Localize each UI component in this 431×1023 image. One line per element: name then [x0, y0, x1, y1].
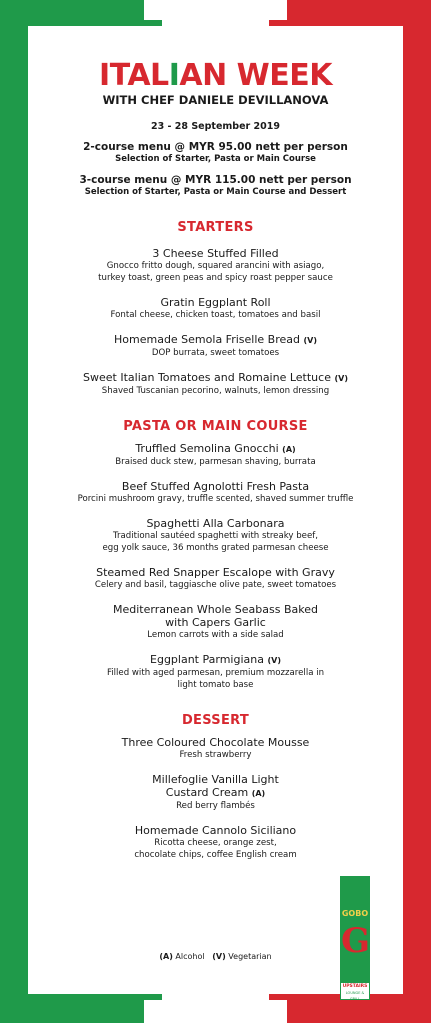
item-desc: Fontal cheese, chicken toast, tomatoes and basil	[110, 310, 321, 320]
item-name: Spaghetti Alla Carbonara	[146, 517, 285, 530]
item-desc: Ricotta cheese, orange zest,	[154, 838, 277, 848]
item-name-line	[34, 442, 397, 456]
item-name-line	[34, 786, 397, 800]
menu-item	[34, 371, 397, 397]
item-desc: Filled with aged parmesan, premium mozzarella in	[106, 668, 325, 678]
menu-item	[34, 247, 397, 284]
alcohol-legend-tag: (A)	[159, 952, 173, 961]
offer-3course-title: 3-course menu @ MYR 115.00 nett per person	[79, 174, 352, 186]
mains-heading: PASTA OR MAIN COURSE	[123, 419, 308, 434]
dessert-heading: DESSERT	[181, 713, 250, 728]
menu-item	[34, 603, 397, 641]
menu-item	[34, 480, 397, 505]
item-desc: Gnocco fritto dough, squared arancini with asiago,	[106, 261, 325, 271]
item-desc: Shaved Tuscanian pecorino, walnuts, lemon dressing	[101, 386, 330, 396]
offer-3course-desc: Selection of Starter, Pasta or Main Course and Dessert	[84, 187, 347, 197]
menu-card	[34, 32, 397, 1001]
item-name: Three Coloured Chocolate Mousse	[121, 736, 310, 749]
item-desc: DOP burrata, sweet tomatoes	[151, 348, 280, 358]
logo-bottom-panel	[341, 983, 369, 999]
menu-content	[34, 32, 397, 861]
alcohol-legend-text: Alcohol	[172, 952, 205, 961]
item-desc: Porcini mushroom gravy, truffle scented, shaved summer truffle	[77, 494, 354, 504]
item-name-line	[34, 653, 397, 667]
title-tower-letter: I	[168, 58, 180, 93]
menu-item	[34, 517, 397, 554]
vegetarian-legend-tag: (V)	[212, 952, 226, 961]
item-name: Millefoglie Vanilla Light	[152, 773, 279, 786]
alcohol-tag: (A)	[251, 789, 266, 798]
item-desc: Fresh strawberry	[179, 750, 252, 760]
item-desc: egg yolk sauce, 36 months grated parmesan cheese	[102, 543, 329, 553]
item-name: Steamed Red Snapper Escalope with Gravy	[96, 566, 335, 579]
item-desc: turkey toast, green peas and spicy roast pepper sauce	[98, 273, 333, 283]
item-desc: chocolate chips, coffee English cream	[134, 850, 297, 860]
item-name: Custard Cream	[165, 786, 252, 799]
item-name: 3 Cheese Stuffed Filled	[152, 247, 279, 260]
vegetarian-tag: (V)	[334, 374, 348, 383]
item-desc: light tomato base	[177, 680, 254, 690]
menu-item	[34, 566, 397, 591]
event-dates: 23 - 28 September 2019	[151, 121, 280, 132]
vegetarian-legend-text: Vegetarian	[225, 952, 272, 961]
gobo-logo	[340, 876, 370, 1000]
starters-heading: STARTERS	[177, 220, 254, 235]
item-name: Sweet Italian Tomatoes and Romaine Lettuce	[83, 371, 335, 384]
logo-letter: G	[341, 921, 371, 961]
item-desc: Lemon carrots with a side salad	[147, 630, 284, 640]
item-name: with Capers Garlic	[165, 616, 266, 629]
item-desc: Celery and basil, taggiasche olive pate, sweet tomatoes	[94, 580, 337, 590]
logo-top-text: GOBO	[341, 909, 369, 918]
menu-item	[34, 824, 397, 861]
logo-lounge-text: LOUNGE & GRILL	[345, 991, 365, 1001]
menu-item	[34, 442, 397, 468]
menu-item	[34, 773, 397, 812]
menu-item	[34, 653, 397, 691]
item-name-line	[34, 333, 397, 347]
item-desc: Braised duck stew, parmesan shaving, burrata	[115, 457, 316, 467]
menu-item	[34, 296, 397, 321]
title-ital: ITAL	[99, 58, 169, 93]
page-title	[34, 60, 397, 92]
alcohol-tag: (A)	[282, 445, 296, 454]
item-name: Eggplant Parmigiana	[150, 653, 268, 666]
item-name: Homemade Cannolo Siciliano	[134, 824, 297, 837]
item-name: Gratin Eggplant Roll	[160, 296, 271, 309]
offer-2course-desc: Selection of Starter, Pasta or Main Course	[115, 154, 316, 164]
item-name: Homemade Semola Friselle Bread	[114, 333, 304, 346]
item-desc: Red berry flambés	[176, 801, 255, 811]
menu-item	[34, 736, 397, 761]
item-name: Truffled Semolina Gnocchi	[135, 442, 283, 455]
item-desc: Traditional sautéed spaghetti with streaky beef,	[112, 531, 319, 541]
item-name: Mediterranean Whole Seabass Baked	[112, 603, 318, 616]
vegetarian-tag: (V)	[267, 656, 281, 665]
item-name-line	[34, 371, 397, 385]
chef-subtitle: WITH CHEF DANIELE DEVILLANOVA	[102, 93, 329, 107]
offer-2course-title: 2-course menu @ MYR 95.00 nett per person	[83, 141, 348, 153]
logo-upstairs-text: UPSTAIRS	[342, 984, 368, 989]
menu-item	[34, 333, 397, 359]
title-an-week: AN WEEK	[179, 58, 332, 93]
vegetarian-tag: (V)	[303, 336, 317, 345]
item-name: Beef Stuffed Agnolotti Fresh Pasta	[121, 480, 310, 493]
